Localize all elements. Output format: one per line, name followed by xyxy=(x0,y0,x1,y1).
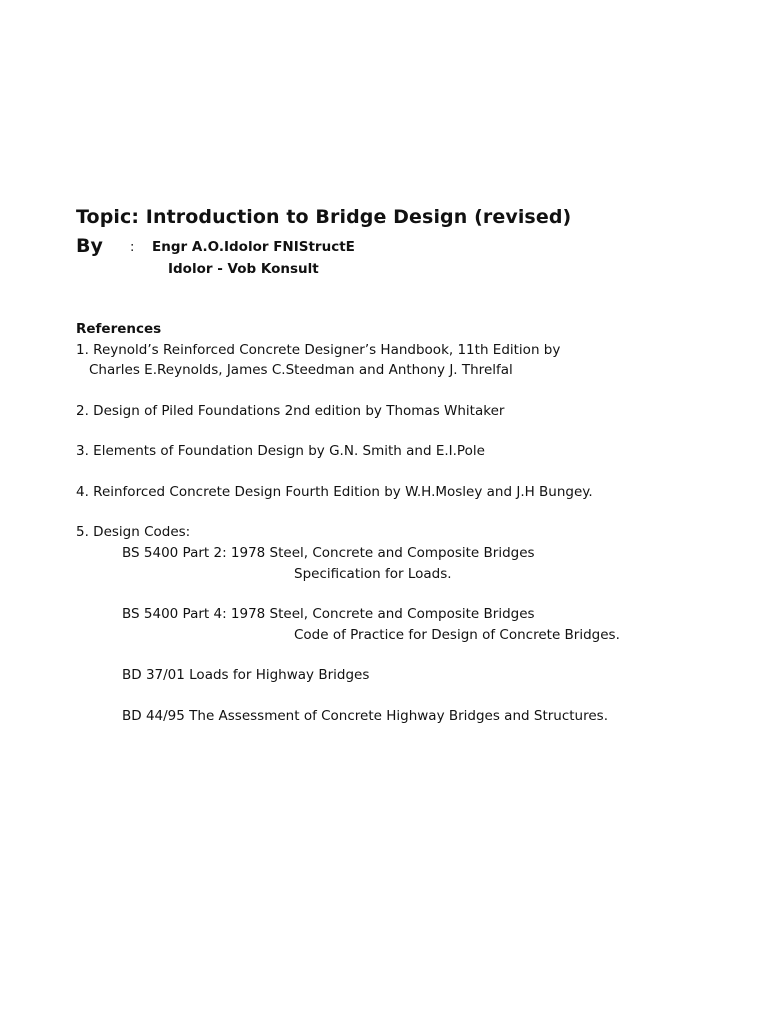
by-label: By xyxy=(76,235,103,257)
reference-3: 3. Elements of Foundation Design by G.N. Smith and E.I.Pole xyxy=(76,443,485,459)
author-company: Idolor - Vob Konsult xyxy=(168,261,319,277)
by-colon: : xyxy=(130,240,135,255)
document-title: Topic: Introduction to Bridge Design (revised) xyxy=(76,206,572,228)
design-code-bs5400-part4-subtitle: Code of Practice for Design of Concrete Bridges. xyxy=(294,627,620,643)
design-code-bd44: BD 44/95 The Assessment of Concrete Highway Bridges and Structures. xyxy=(122,708,608,724)
references-heading: References xyxy=(76,321,162,337)
design-code-bs5400-part2: BS 5400 Part 2: 1978 Steel, Concrete and Composite Bridges xyxy=(122,545,535,561)
reference-2: 2. Design of Piled Foundations 2nd edition by Thomas Whitaker xyxy=(76,403,505,419)
design-code-bs5400-part4: BS 5400 Part 4: 1978 Steel, Concrete and Composite Bridges xyxy=(122,606,535,622)
author-name: Engr A.O.Idolor FNIStructE xyxy=(152,239,355,255)
design-code-bd37: BD 37/01 Loads for Highway Bridges xyxy=(122,667,370,683)
reference-1-line-1: 1. Reynold’s Reinforced Concrete Designer’s Handbook, 11th Edition by xyxy=(76,342,561,358)
design-code-bs5400-part2-subtitle: Specification for Loads. xyxy=(294,566,452,582)
reference-1-line-2: Charles E.Reynolds, James C.Steedman and Anthony J. Threlfal xyxy=(89,362,513,378)
reference-5-heading: 5. Design Codes: xyxy=(76,524,191,540)
reference-4: 4. Reinforced Concrete Design Fourth Edition by W.H.Mosley and J.H Bungey. xyxy=(76,484,593,500)
